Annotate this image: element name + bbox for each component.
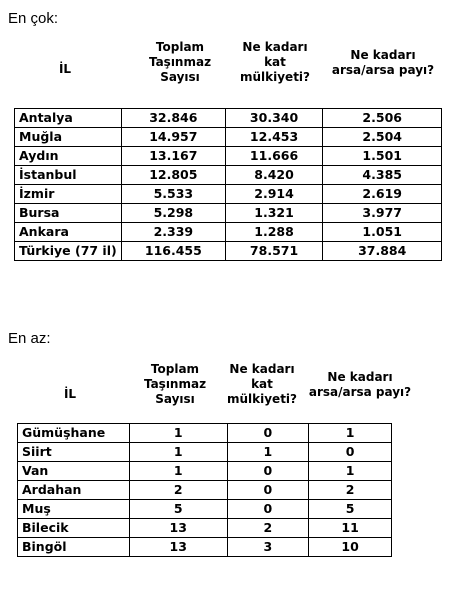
cell-province: Siirt <box>18 443 130 462</box>
least-header-condo: Ne kadarı kat mülkiyeti? <box>226 362 298 406</box>
cell-land: 11 <box>309 519 392 538</box>
cell-condo: 2 <box>227 519 309 538</box>
cell-total: 5.533 <box>121 185 225 204</box>
cell-province: Antalya <box>15 109 122 128</box>
least-header-total: Toplam Taşınmaz Sayısı <box>143 362 207 406</box>
cell-total: 116.455 <box>121 242 225 261</box>
table-row <box>18 500 392 519</box>
cell-condo: 1 <box>227 443 309 462</box>
cell-land: 5 <box>309 500 392 519</box>
cell-total: 12.805 <box>121 166 225 185</box>
cell-condo: 0 <box>227 424 309 443</box>
cell-land: 1.501 <box>323 147 442 166</box>
cell-total: 5 <box>129 500 227 519</box>
cell-condo: 8.420 <box>225 166 323 185</box>
table-row <box>15 147 442 166</box>
cell-land: 10 <box>309 538 392 557</box>
table-row <box>18 443 392 462</box>
table-row <box>15 223 442 242</box>
table-row <box>15 166 442 185</box>
cell-total: 13 <box>129 538 227 557</box>
cell-province: Bingöl <box>18 538 130 557</box>
cell-land: 37.884 <box>323 242 442 261</box>
table-row <box>18 538 392 557</box>
cell-province: Van <box>18 462 130 481</box>
cell-land: 4.385 <box>323 166 442 185</box>
most-header-land: Ne kadarı arsa/arsa payı? <box>331 48 435 77</box>
cell-condo: 78.571 <box>225 242 323 261</box>
cell-province: Bilecik <box>18 519 130 538</box>
cell-land: 1 <box>309 424 392 443</box>
cell-province: İstanbul <box>15 166 122 185</box>
cell-province: Gümüşhane <box>18 424 130 443</box>
cell-land: 1.051 <box>323 223 442 242</box>
cell-province: Bursa <box>15 204 122 223</box>
cell-land: 1 <box>309 462 392 481</box>
cell-total: 1 <box>129 462 227 481</box>
table-row <box>15 185 442 204</box>
cell-land: 2.504 <box>323 128 442 147</box>
table-row <box>18 424 392 443</box>
cell-condo: 0 <box>227 462 309 481</box>
cell-total: 5.298 <box>121 204 225 223</box>
cell-province: Muğla <box>15 128 122 147</box>
cell-condo: 12.453 <box>225 128 323 147</box>
cell-total: 13.167 <box>121 147 225 166</box>
cell-land: 2 <box>309 481 392 500</box>
cell-land: 2.506 <box>323 109 442 128</box>
cell-land: 3.977 <box>323 204 442 223</box>
cell-total: 2.339 <box>121 223 225 242</box>
cell-total: 1 <box>129 443 227 462</box>
least-header-land: Ne kadarı arsa/arsa payı? <box>308 370 412 399</box>
cell-total: 1 <box>129 424 227 443</box>
cell-condo: 0 <box>227 481 309 500</box>
cell-condo: 2.914 <box>225 185 323 204</box>
cell-condo: 1.321 <box>225 204 323 223</box>
most-section-title: En çok: <box>8 10 59 27</box>
cell-total: 32.846 <box>121 109 225 128</box>
cell-condo: 3 <box>227 538 309 557</box>
cell-province: İzmir <box>15 185 122 204</box>
cell-condo: 11.666 <box>225 147 323 166</box>
table-row <box>18 481 392 500</box>
cell-condo: 30.340 <box>225 109 323 128</box>
most-header-province: İL <box>58 62 72 76</box>
cell-province: Ankara <box>15 223 122 242</box>
table-row <box>18 519 392 538</box>
table-row <box>15 128 442 147</box>
cell-province: Türkiye (77 il) <box>15 242 122 261</box>
most-header-total: Toplam Taşınmaz Sayısı <box>148 40 212 84</box>
cell-condo: 1.288 <box>225 223 323 242</box>
cell-province: Aydın <box>15 147 122 166</box>
cell-province: Muş <box>18 500 130 519</box>
table-row <box>18 462 392 481</box>
most-table <box>14 108 442 261</box>
table-row <box>15 204 442 223</box>
cell-province: Ardahan <box>18 481 130 500</box>
cell-total: 2 <box>129 481 227 500</box>
cell-land: 2.619 <box>323 185 442 204</box>
least-table <box>17 423 392 557</box>
least-section-title: En az: <box>8 330 51 347</box>
most-header-condo: Ne kadarı kat mülkiyeti? <box>239 40 311 84</box>
cell-total: 14.957 <box>121 128 225 147</box>
table-row <box>15 242 442 261</box>
least-header-province: İL <box>63 387 77 401</box>
cell-condo: 0 <box>227 500 309 519</box>
cell-land: 0 <box>309 443 392 462</box>
table-row <box>15 109 442 128</box>
cell-total: 13 <box>129 519 227 538</box>
